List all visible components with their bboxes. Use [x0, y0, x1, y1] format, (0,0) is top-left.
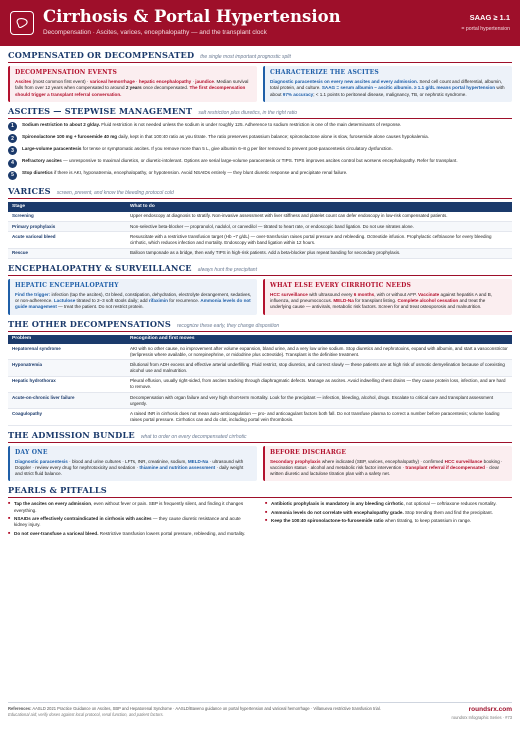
row-label: Hepatorenal syndrome	[8, 344, 126, 360]
card-title: CHARACTERIZE THE ASCITES	[270, 69, 379, 77]
section-admission-bundle	[0, 426, 520, 482]
row-text: Pleural effusion, usually right-sided, from ascites tracking through diaphragmatic defects. Manage as ascites. Avoid indwelling chest drains — they cause protein loss, infection, and are hard to remove.	[126, 376, 512, 392]
card-title: DECOMPENSATION EVENTS	[15, 69, 118, 77]
section-varices	[0, 182, 520, 259]
section-title: VARICES	[8, 186, 51, 197]
section-header	[8, 102, 512, 119]
decompensation-row	[8, 409, 512, 425]
pitfalls-left-list	[8, 501, 255, 539]
decompensation-row	[8, 344, 512, 360]
card-hepatic-encephalopathy	[8, 279, 257, 315]
step-number-badge: 3	[8, 146, 17, 155]
table-header: Recognition and first moves	[126, 335, 512, 344]
saag-callout	[461, 13, 510, 32]
row-label: Coagulopathy	[8, 409, 126, 425]
row-label: Screening	[8, 212, 126, 222]
liver-icon	[10, 11, 34, 35]
row-label: Hepatic hydrothorax	[8, 376, 126, 392]
decompensations-table	[8, 335, 512, 426]
step-text: Spironolactone 100 mg + furosemide 40 mg daily, kept in that 100:40 ratio as you titrate. The ratio preserves potassium balance; spironolactone alone is slow, furosemide alone causes hypokalemia.	[22, 133, 429, 139]
row-text: A raised INR in cirrhosis does not mean auto-anticoagulation — pro- and anticoagulant factors both fall. Do not transfuse plasma to correct a number before paracentesis; volume loading raises portal pressure. Cirrhotics can and do clot, including portal vein thrombosis.	[126, 409, 512, 425]
varices-table	[8, 202, 512, 259]
section-note: always hunt the precipitant	[197, 266, 257, 273]
row-text: Resuscitate with a restrictive transfusion target (Hb ~7 g/dL) — over-transfusion raises portal pressure and rebleeding. Octreotide infusion. Prophylactic ceftriaxone for every bleeding cirrhotic, which reduces infection and mortality. Endoscopy with band ligation within 12 hours.	[126, 232, 512, 248]
pitfall-item: ■ Ammonia levels do not correlate with encephalopathy grade. Stop trending them and find the precipitant.	[271, 510, 512, 516]
section-title: ASCITES — STEPWISE MANAGEMENT	[8, 105, 193, 116]
row-label: Primary prophylaxis	[8, 222, 126, 232]
ascites-step	[8, 122, 512, 132]
references: References: AASLD 2021 Practice Guidance on Ascites, SBP and Hepatorenal Syndrome · AASLD/Baveno guidance on portal hypertension and variceal hemorrhage · Villanueva restrictive transfusion trial. Educational aid; verify doses against local protocol, renal function, and patient factors.	[8, 706, 381, 717]
step-text: Refractory ascites — unresponsive to maximal diuretics, or diuretic-intolerant. Options are serial large-volume paracentesis or TIPS. TIPS improves ascites control but worsens encephalopathy. Refer for transplant.	[22, 158, 458, 164]
section-ascites	[0, 102, 520, 180]
section-title: THE ADMISSION BUNDLE	[8, 429, 135, 440]
page-footer	[8, 702, 512, 720]
series-label: roundsrx Infographic Series · #73	[451, 714, 512, 720]
card-title: HEPATIC ENCEPHALOPATHY	[15, 281, 119, 289]
section-note: the single most important prognostic split	[200, 54, 291, 60]
pitfall-item: ■ Tap the ascites on every admission, even without fever or pain. SBP is frequently silent, and finding it changes everything.	[14, 501, 255, 513]
row-label: Acute-on-chronic liver failure	[8, 393, 126, 409]
pitfalls-right-list	[265, 501, 512, 539]
section-note: salt restriction plus diuretics, in the right ratio	[198, 109, 297, 116]
brand-link[interactable]: roundsrx.com	[468, 706, 512, 713]
section-title: PEARLS & PITFALLS	[8, 485, 107, 496]
step-number-badge: 2	[8, 134, 17, 143]
step-text: Sodium restriction to about 2 g/day. Fluid restriction is not needed unless the sodium is under roughly 125. Adherence to sodium restriction is one of the main determinants of response.	[22, 121, 402, 127]
section-header	[8, 46, 512, 63]
section-header	[8, 259, 512, 276]
section-title: ENCEPHALOPATHY & SURVEILLANCE	[8, 262, 192, 273]
card-text: Find the trigger: infection (tap the ascites), GI bleed, constipation, dehydration, electrolyte derangement, sedatives, or non-adherence. Lactulose titrated to 2–3 soft stools daily; add rifaximin for recurrence. Ammonia levels do not guide management — treat the patient. Do not restrict protein.	[15, 292, 252, 310]
card-text: Secondary prophylaxis where indicated (SBP, varices, encephalopathy) · confirmed HCC surveillance booking · vaccination status · alcohol and metabolic risk factor intervention · transplant referral if decompensated · clear written diuretic and lactulose titration plan with a safety net.	[270, 458, 503, 477]
decompensation-row	[8, 376, 512, 392]
section-title: COMPENSATED OR DECOMPENSATED	[8, 50, 195, 60]
card-text: Diagnostic paracentesis · blood and urine cultures · LFTs, INR, creatinine, sodium, MELD-Na · ultrasound with Doppler · review every drug for nephrotoxicity and sedation · thiamine and nutrition assessment · daily weight and strict fluid balance.	[15, 458, 244, 477]
card-decompensation-events	[8, 66, 257, 102]
step-number-badge: 1	[8, 122, 17, 131]
card-title: DAY ONE	[15, 448, 48, 456]
card-text: HCC surveillance with ultrasound every 6 months, with or without AFP. Vaccinate against hepatitis A and B, influenza, and pneumococcus. MELD-Na for transplant listing. Complete alcohol cessation and treat the underlying cause — antivirals, metabolic risk factors. Screen for and treat osteoporosis and malnutrition.	[270, 292, 493, 310]
page-subtitle: Decompensation · Ascites, varices, encephalopathy — and the transplant clock	[43, 29, 267, 37]
section-note: screen, prevent, and know the bleeding protocol cold	[56, 190, 174, 197]
row-text: Decompensation with organ failure and very high short-term mortality. Look for the precipitant — infection, bleeding, alcohol, drugs. Escalate to critical care and transplant assessment urgently.	[126, 393, 512, 409]
card-cirrhotic-needs	[263, 279, 512, 315]
decompensation-row	[8, 393, 512, 409]
card-text: Diagnostic paracentesis on every new ascites and every admission. Send cell count and differential, albumin, total protein, and culture. SAAG = serum albumin − ascitic albumin. ≥ 1.1 g/dL means portal hypertension with about 97% accuracy; < 1.1 points to peritoneal disease, malignancy, TB, or nephrotic syndrome.	[270, 79, 505, 97]
card-text: Ascites (most common first event) · variceal hemorrhage · hepatic encephalopathy · jaundice. Median survival falls from over 12 years when compensated to around 2 years once decompensated. The first decompensation should trigger a transplant referral conversation.	[15, 79, 249, 97]
step-text: Stop diuretics if there is AKI, hyponatremia, encephalopathy, or hypotension. Avoid NSAIDs entirely — they blunt diuretic response and precipitate renal failure.	[22, 170, 348, 176]
row-label: Hyponatremia	[8, 360, 126, 376]
step-text: Large-volume paracentesis for tense or symptomatic ascites. If you remove more than 5 L, give albumin 6–8 g per liter removed to prevent post-paracentesis circulatory dysfunction.	[22, 145, 393, 151]
step-number-badge: 5	[8, 171, 17, 180]
section-compensated	[0, 46, 520, 102]
ascites-steps	[8, 122, 512, 180]
pitfall-item: ■ Antibiotic prophylaxis is mandatory in any bleeding cirrhotic, not optional — ceftriaxone reduces mortality.	[271, 501, 512, 507]
section-header	[8, 315, 512, 332]
page-header	[0, 0, 520, 46]
varices-row	[8, 222, 512, 232]
table-header: What to do	[126, 202, 512, 211]
page-title: Cirrhosis & Portal Hypertension	[43, 7, 341, 27]
table-header: Stage	[8, 202, 126, 211]
card-title: BEFORE DISCHARGE	[270, 448, 347, 456]
card-day-one	[8, 446, 257, 482]
section-title: THE OTHER DECOMPENSATIONS	[8, 318, 171, 329]
varices-row	[8, 248, 512, 258]
section-other-decompensations	[0, 315, 520, 426]
section-encephalopathy	[0, 259, 520, 315]
section-note: what to order on every decompensated cirrhotic	[140, 433, 247, 440]
section-header	[8, 426, 512, 443]
row-text: AKI with no other cause, no improvement after volume expansion, bland urine, and a very low urine sodium. Stop diuretics and nephrotoxins, expand with albumin, and start a vasoconstrictor (terlipressin where available, or norepinephrine, or midodrine plus octreotide). Transplant is the definitive treatment.	[126, 344, 512, 360]
table-header: Problem	[8, 335, 126, 344]
row-label: Rescue	[8, 248, 126, 258]
row-text: Dilutional from ADH excess and effective arterial underfilling. Fluid restrict, stop diuretics, and correct slowly — these patients are at high risk of osmotic demyelination because of coexisting alcohol use and malnutrition.	[126, 360, 512, 376]
row-text: Non-selective beta-blocker — propranolol, nadolol, or carvedilol — titrated to heart rate, or endoscopic band ligation. Do not use nitrates alone.	[126, 222, 512, 232]
step-number-badge: 4	[8, 159, 17, 168]
saag-subtitle: = portal hypertension	[461, 25, 510, 32]
section-pitfalls	[0, 481, 520, 539]
saag-title: SAAG ≥ 1.1	[469, 13, 510, 23]
card-before-discharge	[263, 446, 512, 482]
ascites-step	[8, 134, 512, 144]
ascites-step	[8, 146, 512, 156]
card-title: WHAT ELSE EVERY CIRRHOTIC NEEDS	[270, 281, 412, 289]
pitfall-item: ■ NSAIDs are effectively contraindicated in cirrhosis with ascites — they cause diuretic resistance and acute kidney injury.	[14, 516, 255, 528]
varices-row	[8, 212, 512, 222]
card-characterize-ascites	[263, 66, 512, 102]
decompensation-row	[8, 360, 512, 376]
section-note: recognize these early, they change disposition	[176, 322, 280, 329]
disclaimer: Educational aid; verify doses against local protocol, renal function, and patient factors.	[8, 711, 164, 717]
section-header	[8, 182, 512, 199]
varices-row	[8, 232, 512, 248]
ascites-step	[8, 170, 512, 180]
ascites-step	[8, 158, 512, 168]
row-label: Acute variceal bleed	[8, 232, 126, 248]
pitfall-item: ■ Do not over-transfuse a variceal bleed. Restrictive transfusion lowers portal pressure, rebleeding, and mortality.	[14, 531, 255, 537]
row-text: Upper endoscopy at diagnosis to stratify. Non-invasive assessment with liver stiffness and platelet count can defer endoscopy in low-risk compensated patients.	[126, 212, 512, 222]
section-header	[8, 481, 512, 498]
row-text: Balloon tamponade as a bridge, then early TIPS in high-risk patients. Add a beta-blocker plus repeat banding for secondary prophylaxis.	[126, 248, 512, 258]
brand-block	[451, 706, 512, 720]
pitfall-item: ■ Keep the 100:40 spironolactone-to-furosemide ratio when titrating, to keep potassium in range.	[271, 518, 512, 524]
